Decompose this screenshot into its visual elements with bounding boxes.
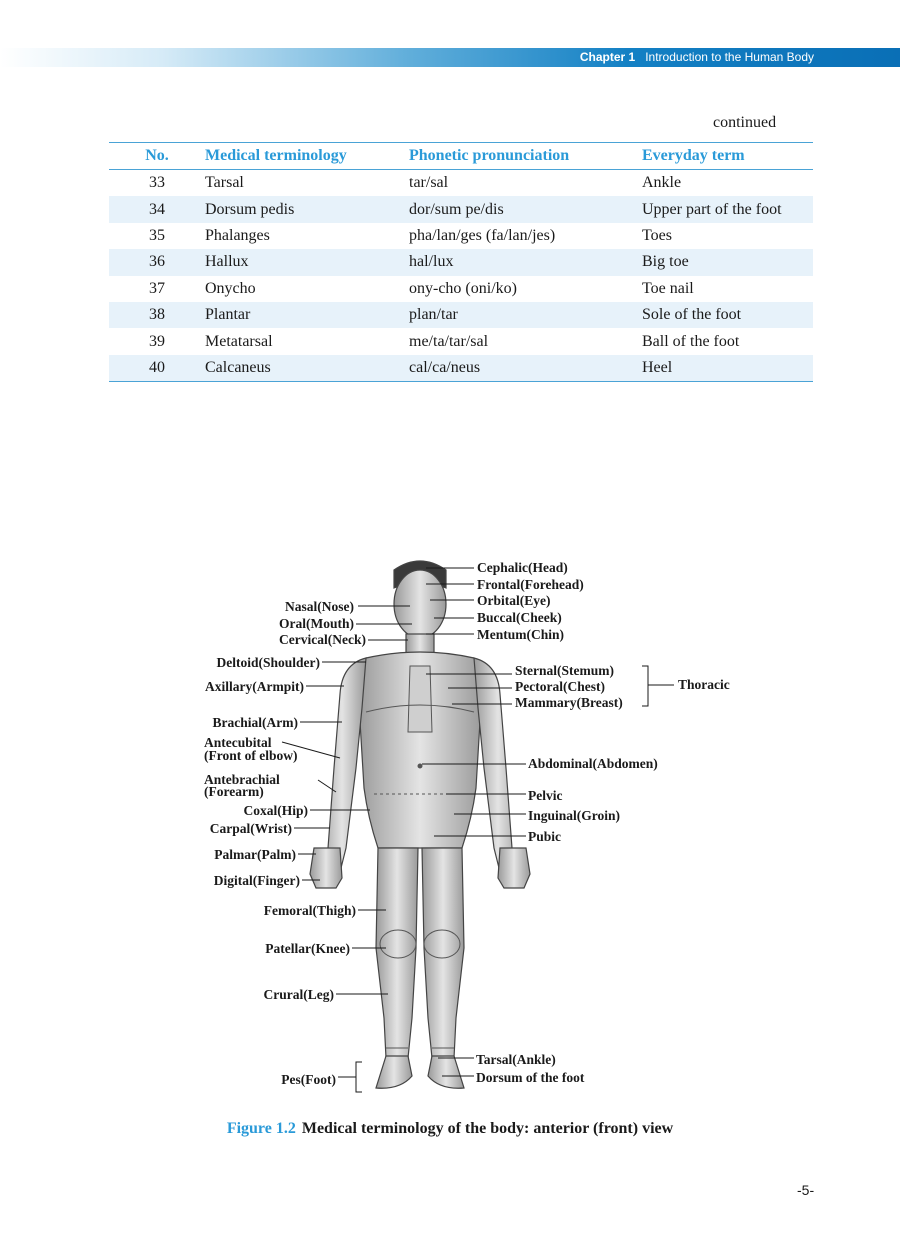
table-row — [109, 196, 813, 222]
label-cervical: Cervical(Neck) — [279, 632, 366, 647]
label-coxal: Coxal(Hip) — [243, 803, 308, 818]
label-oral: Oral(Mouth) — [279, 616, 354, 631]
cell-everyday: Sole of the foot — [642, 306, 742, 324]
cell-no: 35 — [149, 226, 165, 244]
figure-caption-text: Medical terminology of the body: anterior (front) view — [301, 1120, 674, 1137]
cell-no: 34 — [149, 200, 165, 218]
table-row — [109, 170, 813, 197]
cell-everyday: Upper part of the foot — [642, 200, 782, 218]
table-row — [109, 223, 813, 249]
cell-no: 36 — [149, 253, 165, 271]
cell-everyday: Ball of the foot — [642, 332, 740, 350]
cell-pronunciation: tar/sal — [409, 174, 449, 192]
cell-everyday: Toe nail — [642, 279, 694, 297]
table-row — [109, 328, 813, 354]
label-dorsum: Dorsum of the foot — [476, 1070, 585, 1085]
cell-term: Tarsal — [205, 174, 244, 192]
table-row — [109, 355, 813, 382]
figure-caption — [0, 1120, 900, 1138]
cell-no: 33 — [149, 174, 165, 192]
cell-everyday: Ankle — [642, 174, 682, 192]
col-header-terminology: Medical terminology — [205, 147, 347, 164]
label-antebrachial-sub: (Forearm) — [204, 784, 264, 799]
col-header-everyday: Everyday term — [642, 147, 745, 164]
label-mammary: Mammary(Breast) — [515, 695, 623, 710]
label-digital: Digital(Finger) — [213, 873, 300, 888]
cell-no: 38 — [149, 306, 165, 324]
cell-everyday: Big toe — [642, 253, 689, 271]
label-pubic: Pubic — [528, 829, 562, 844]
cell-term: Metatarsal — [205, 332, 273, 350]
label-frontal: Frontal(Forehead) — [477, 577, 584, 592]
cell-pronunciation: me/ta/tar/sal — [409, 332, 489, 350]
label-antecubital-sub: (Front of elbow) — [204, 748, 298, 763]
label-cephalic: Cephalic(Head) — [477, 560, 568, 575]
chapter-title: Introduction to the Human Body — [645, 50, 814, 64]
cell-pronunciation: plan/tar — [409, 306, 458, 324]
cell-pronunciation: cal/ca/neus — [409, 358, 481, 376]
label-mentum: Mentum(Chin) — [477, 627, 564, 642]
cell-everyday: Heel — [642, 358, 673, 376]
figure-number: Figure 1.2 — [226, 1120, 296, 1137]
terminology-table — [109, 142, 813, 382]
col-header-no: No. — [145, 147, 169, 164]
label-abdominal: Abdominal(Abdomen) — [528, 756, 658, 771]
anatomy-figure — [190, 548, 750, 1108]
label-tarsal: Tarsal(Ankle) — [476, 1052, 556, 1067]
cell-term: Plantar — [205, 306, 251, 324]
table-row — [109, 302, 813, 328]
label-orbital: Orbital(Eye) — [477, 593, 551, 608]
cell-term: Hallux — [205, 253, 249, 271]
label-inguinal: Inguinal(Groin) — [528, 808, 621, 823]
table-row — [109, 276, 813, 302]
table-row — [109, 249, 813, 275]
cell-everyday: Toes — [642, 226, 672, 244]
label-pelvic: Pelvic — [528, 788, 563, 803]
label-buccal: Buccal(Cheek) — [477, 610, 562, 625]
label-patellar: Patellar(Knee) — [265, 941, 350, 956]
label-carpal: Carpal(Wrist) — [209, 821, 292, 836]
label-nasal: Nasal(Nose) — [285, 599, 354, 614]
label-pectoral: Pectoral(Chest) — [515, 679, 605, 694]
label-thoracic: Thoracic — [678, 677, 730, 692]
label-femoral: Femoral(Thigh) — [263, 903, 356, 918]
label-axillary: Axillary(Armpit) — [205, 679, 304, 694]
chapter-header — [580, 48, 814, 67]
label-pes: Pes(Foot) — [281, 1072, 336, 1087]
continued-note: continued — [713, 114, 777, 131]
cell-pronunciation: dor/sum pe/dis — [409, 200, 504, 218]
cell-term: Calcaneus — [205, 358, 271, 376]
cell-term: Phalanges — [205, 226, 270, 244]
cell-term: Dorsum pedis — [205, 200, 295, 218]
col-header-pronunciation: Phonetic pronunciation — [409, 147, 570, 164]
page-number: -5- — [797, 1182, 815, 1198]
cell-no: 37 — [149, 279, 165, 297]
cell-term: Onycho — [205, 279, 256, 297]
cell-pronunciation: ony-cho (oni/ko) — [409, 279, 517, 297]
label-crural: Crural(Leg) — [263, 987, 334, 1002]
label-brachial: Brachial(Arm) — [212, 715, 298, 730]
chapter-number: Chapter 1 — [579, 50, 636, 64]
cell-no: 40 — [149, 358, 165, 376]
cell-pronunciation: pha/lan/ges (fa/lan/jes) — [409, 226, 556, 244]
table-header-row — [109, 143, 813, 170]
label-sternal: Sternal(Stemum) — [515, 663, 614, 678]
cell-pronunciation: hal/lux — [409, 253, 454, 271]
label-antecubital: Antecubital — [204, 735, 272, 750]
cell-no: 39 — [149, 332, 165, 350]
label-deltoid: Deltoid(Shoulder) — [216, 655, 320, 670]
label-antebrachial: Antebrachial — [204, 772, 280, 787]
label-palmar: Palmar(Palm) — [214, 847, 296, 862]
